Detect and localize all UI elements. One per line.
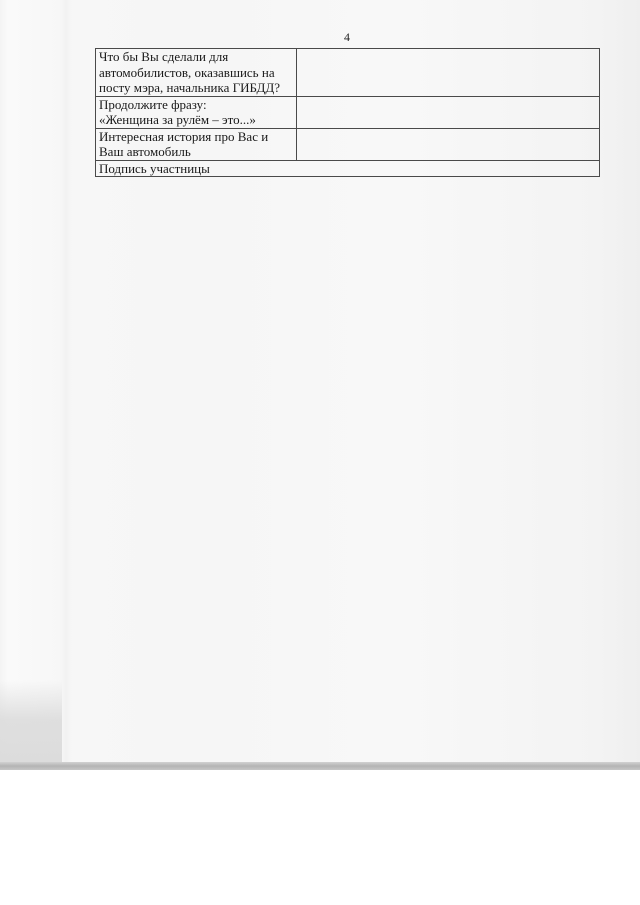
table-row [96,49,600,97]
table-row [96,96,600,128]
question-cell: Что бы Вы сделали для автомобилистов, оказавшись на посту мэра, начальника ГИБДД? [96,49,297,97]
answer-cell [297,128,600,160]
question-cell: Интересная история про Вас и Ваш автомобиль [96,128,297,160]
scan-edge [0,762,640,770]
signature-label: Подпись участницы [96,160,600,177]
questionnaire-table [95,48,600,177]
page-number: 4 [344,30,350,44]
answer-cell [297,49,600,97]
question-cell: Продолжите фразу: «Женщина за рулём – это...» [96,96,297,128]
answer-cell [297,96,600,128]
table-row [96,128,600,160]
scan-shadow [0,680,62,764]
signature-row [96,160,600,177]
